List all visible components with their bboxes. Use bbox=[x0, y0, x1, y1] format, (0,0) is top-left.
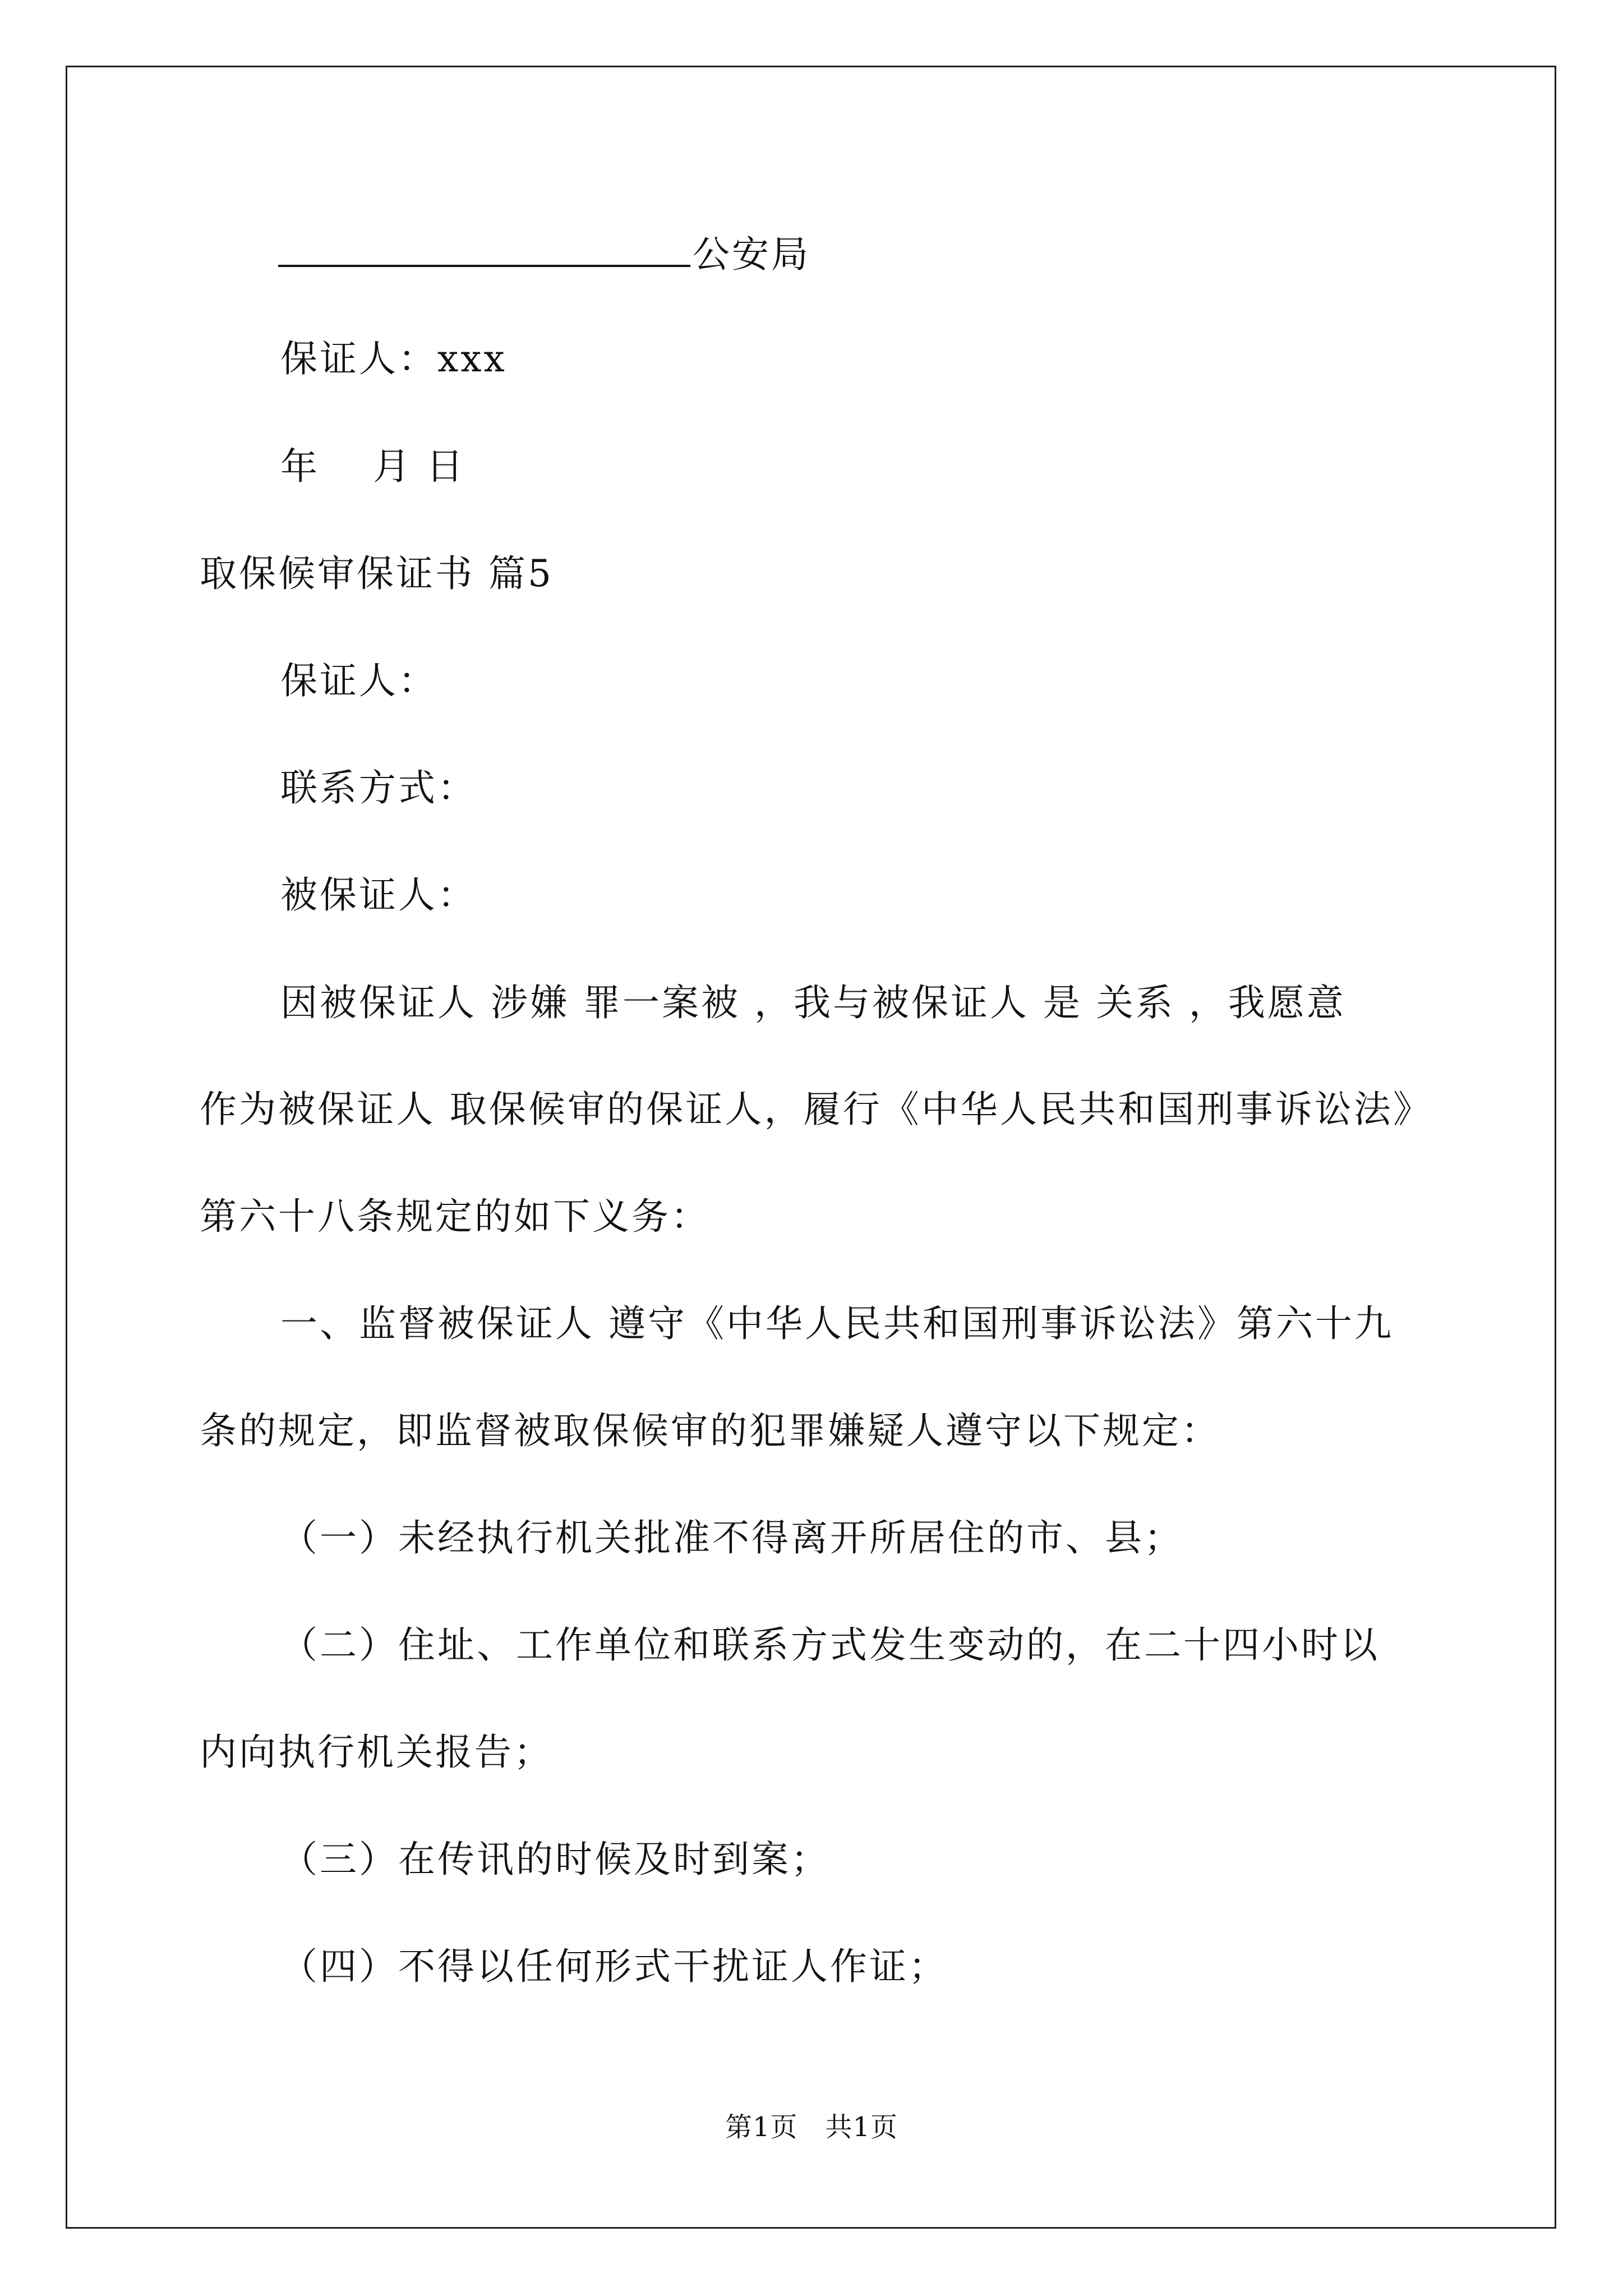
list-item-3: （三）在传讯的时候及时到案； bbox=[280, 1838, 830, 1881]
guarantor-sign-line: 保证人：xxx bbox=[280, 337, 507, 380]
list-item-2-line-2: 内向执行机关报告； bbox=[200, 1731, 553, 1774]
authority-blank bbox=[278, 232, 690, 267]
paragraph-1-line-2: 作为被保证人 取保候审的保证人，履行《中华人民共和国刑事诉讼法》 bbox=[200, 1088, 1430, 1131]
guaranteed-field: 被保证人： bbox=[280, 873, 477, 917]
paragraph-1-line-1: 因被保证人 涉嫌 罪一案被 ，我与被保证人 是 关系 ，我愿意 bbox=[280, 981, 1346, 1024]
section-heading: 取保候审保证书 篇5 bbox=[200, 552, 554, 595]
contact-field: 联系方式： bbox=[280, 766, 477, 809]
authority-line bbox=[278, 232, 810, 276]
list-item-2-line-1: （二）住址、工作单位和联系方式发生变动的，在二十四小时以 bbox=[280, 1623, 1380, 1667]
list-item-4: （四）不得以任何形式干扰证人作证； bbox=[280, 1945, 948, 1988]
paragraph-1-line-3: 第六十八条规定的如下义务： bbox=[200, 1195, 710, 1238]
guarantor-field: 保证人： bbox=[280, 659, 437, 702]
list-item-1: （一）未经执行机关批准不得离开所居住的市、县； bbox=[280, 1516, 1183, 1559]
date-line: 年 月 日 bbox=[280, 445, 465, 488]
paragraph-2-line-2: 条的规定，即监督被取保候审的犯罪嫌疑人遵守以下规定： bbox=[200, 1409, 1220, 1452]
paragraph-2-line-1: 一、监督被保证人 遵守《中华人民共和国刑事诉讼法》第六十九 bbox=[280, 1302, 1394, 1345]
page-border bbox=[66, 66, 1556, 2229]
authority-suffix: 公安局 bbox=[693, 233, 810, 276]
page-footer: 第1页 共1页 bbox=[725, 2111, 898, 2143]
